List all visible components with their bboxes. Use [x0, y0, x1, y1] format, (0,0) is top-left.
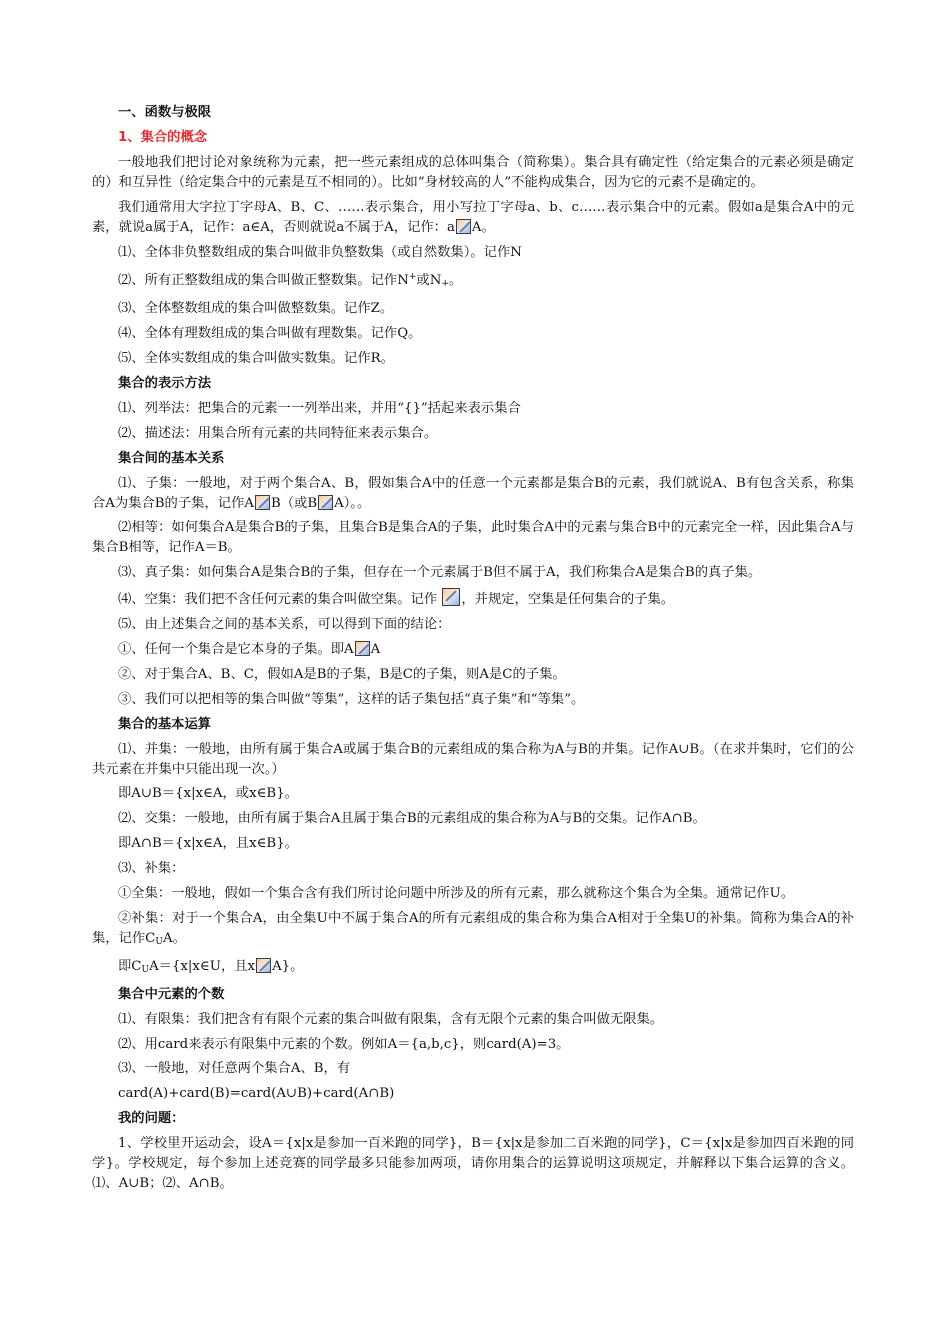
text: ，并规定，空集是任何集合的子集。 [461, 592, 675, 608]
text: ①、任何一个集合是它本身的子集。即A [118, 642, 354, 658]
list-item [92, 909, 854, 952]
formula-line: card(A)+card(B)=card(A∪B)+card(A∩B) [118, 1086, 395, 1102]
list-item: ⑴、并集：一般地，由所有属于集合A或属于集合B的元素组成的集合称为A与B的并集。记作A∪B。（在求并集时，它们的公共元素在并集中只能出现一次。） [92, 741, 854, 777]
paragraph-definition: 一般地我们把讨论对象统称为元素，把一些元素组成的总体叫集合（简称集）。集合具有确定性（给定集合的元素必须是确定的）和互异性（给定集合中的元素是互不相同的）。比如“身材较高的人”不能构成集合，因为它的元素不是确定的。 [92, 154, 854, 190]
list-item: ⑷、全体有理数组成的集合叫做有理数集。记作Q。 [118, 326, 422, 342]
text: ②补集：对于一个集合A，由全集U中不属于集合A的所有元素组成的集合称为集合A相对于全集U的补集。简称为集合A的补集，记作C [92, 910, 854, 946]
text: ⑷、空集：我们把不含任何元素的集合叫做空集。记作 [118, 592, 438, 608]
text: ⑴、子集：一般地，对于两个集合A、B，假如集合A中的任意一个元素都是集合B的元素，我们就说A、B有包含关系，称集合A为集合B的子集，记作A [92, 475, 854, 511]
paragraph-notation [92, 198, 854, 238]
subheading: 我的问题： [118, 1111, 185, 1127]
subset-symbol-icon [355, 641, 370, 656]
list-item: ③、我们可以把相等的集合叫做“等集”，这样的话子集包括“真子集”和“等集”。 [118, 691, 585, 707]
subheading: 集合中元素的个数 [118, 986, 225, 1002]
list-item: ⑶、补集： [118, 861, 185, 877]
text: A [370, 642, 381, 658]
list-item: ⑵、描述法：用集合所有元素的共同特征来表示集合。 [118, 425, 438, 441]
text: A。 [471, 219, 495, 235]
text: A）。。 [334, 495, 371, 511]
list-item: ⑶、真子集：如何集合A是集合B的子集，但存在一个元素属于B但不属于A，我们称集合A是集合B的真子集。 [118, 565, 762, 581]
text: 或N [416, 273, 442, 289]
text: 我们通常用大字拉丁字母A、B、C、……表示集合，用小写拉丁字母a、b、c……表示集合中的元素。假如a是集合A中的元素，就说a属于A，记作：a∈A，否则就说a不属于A，记作：a [92, 199, 854, 235]
text: 。 [448, 273, 463, 289]
subheading: 集合间的基本关系 [118, 450, 225, 466]
list-item: ①全集：一般地，假如一个集合含有我们所讨论问题中所涉及的所有元素，那么就称这个集合为全集。通常记作U。 [118, 886, 795, 902]
document-page [92, 103, 854, 1199]
text: 即C [118, 958, 142, 974]
text: A＝{x|x∈U，且x [149, 958, 256, 974]
list-item: ②、对于集合A、B、C，假如A是B的子集，B是C的子集，则A是C的子集。 [118, 666, 566, 682]
list-item [92, 588, 854, 610]
list-item: ⑸、全体实数组成的集合叫做实数集。记作R。 [118, 351, 394, 367]
list-item: ⑴、全体非负整数组成的集合叫做非负整数集（或自然数集）。记作N [118, 244, 522, 260]
formula-line: 即A∪B＝{x|x∈A，或x∈B}。 [118, 786, 298, 802]
list-item: ⑶、全体整数组成的集合叫做整数集。记作Z。 [118, 301, 394, 317]
list-item [92, 267, 854, 294]
list-item: ⑶、一般地，对任意两个集合A、B，有 [118, 1061, 351, 1077]
list-item: ⑸、由上述集合之间的基本关系，可以得到下面的结论： [118, 617, 451, 633]
list-item [92, 474, 854, 514]
list-item: ⑵相等：如何集合A是集合B的子集，且集合B是集合A的子集，此时集合A中的元素与集合B中的元素完全一样，因此集合A与集合B相等，记作A＝B。 [92, 520, 854, 556]
list-item: ⑵、用card来表示有限集中元素的个数。例如A＝{a,b,c}，则card(A)=3。 [118, 1036, 570, 1052]
subsection-heading-red: 1、集合的概念 [118, 129, 208, 145]
text: A}。 [272, 958, 304, 974]
formula-line [92, 957, 854, 980]
subheading: 集合的表示方法 [118, 376, 212, 392]
subscript: U [141, 964, 150, 975]
superscript: + [408, 272, 417, 283]
text: A。 [162, 930, 186, 946]
list-item [92, 640, 854, 660]
empty-set-symbol-icon [442, 588, 460, 606]
text: B（或B [270, 495, 318, 511]
list-item: ⑴、列举法：把集合的元素一一列举出来，并用“{}”括起来表示集合 [118, 400, 521, 416]
formula-line: 即A∩B＝{x|x∈A，且x∈B}。 [118, 836, 298, 852]
superset-symbol-icon [318, 495, 333, 510]
section-heading: 一、函数与极限 [118, 105, 212, 120]
not-element-symbol-icon [256, 958, 271, 973]
question-item: 1、学校里开运动会，设A＝{x|x是参加一百米跑的同学}，B＝{x|x是参加二百米跑的同学}，C＝{x|x是参加四百米跑的同学}。学校规定，每个参加上述竞赛的同学最多只能参加两项，请你用集合的运算说明这项规定，并解释以下集合运算的含义。⑴、A∪B；⑵、A∩B。 [92, 1136, 854, 1192]
subset-symbol-icon [255, 495, 270, 510]
subheading: 集合的基本运算 [118, 716, 212, 732]
list-item: ⑵、交集：一般地，由所有属于集合A且属于集合B的元素组成的集合称为A与B的交集。记作A∩B。 [118, 811, 706, 827]
subscript: U [155, 936, 163, 947]
subscript: + [441, 279, 449, 290]
list-item: ⑴、有限集：我们把含有有限个元素的集合叫做有限集，含有无限个元素的集合叫做无限集。 [118, 1011, 664, 1027]
not-element-symbol-icon [456, 219, 471, 234]
text: ⑵、所有正整数组成的集合叫做正整数集。记作N [118, 273, 409, 289]
